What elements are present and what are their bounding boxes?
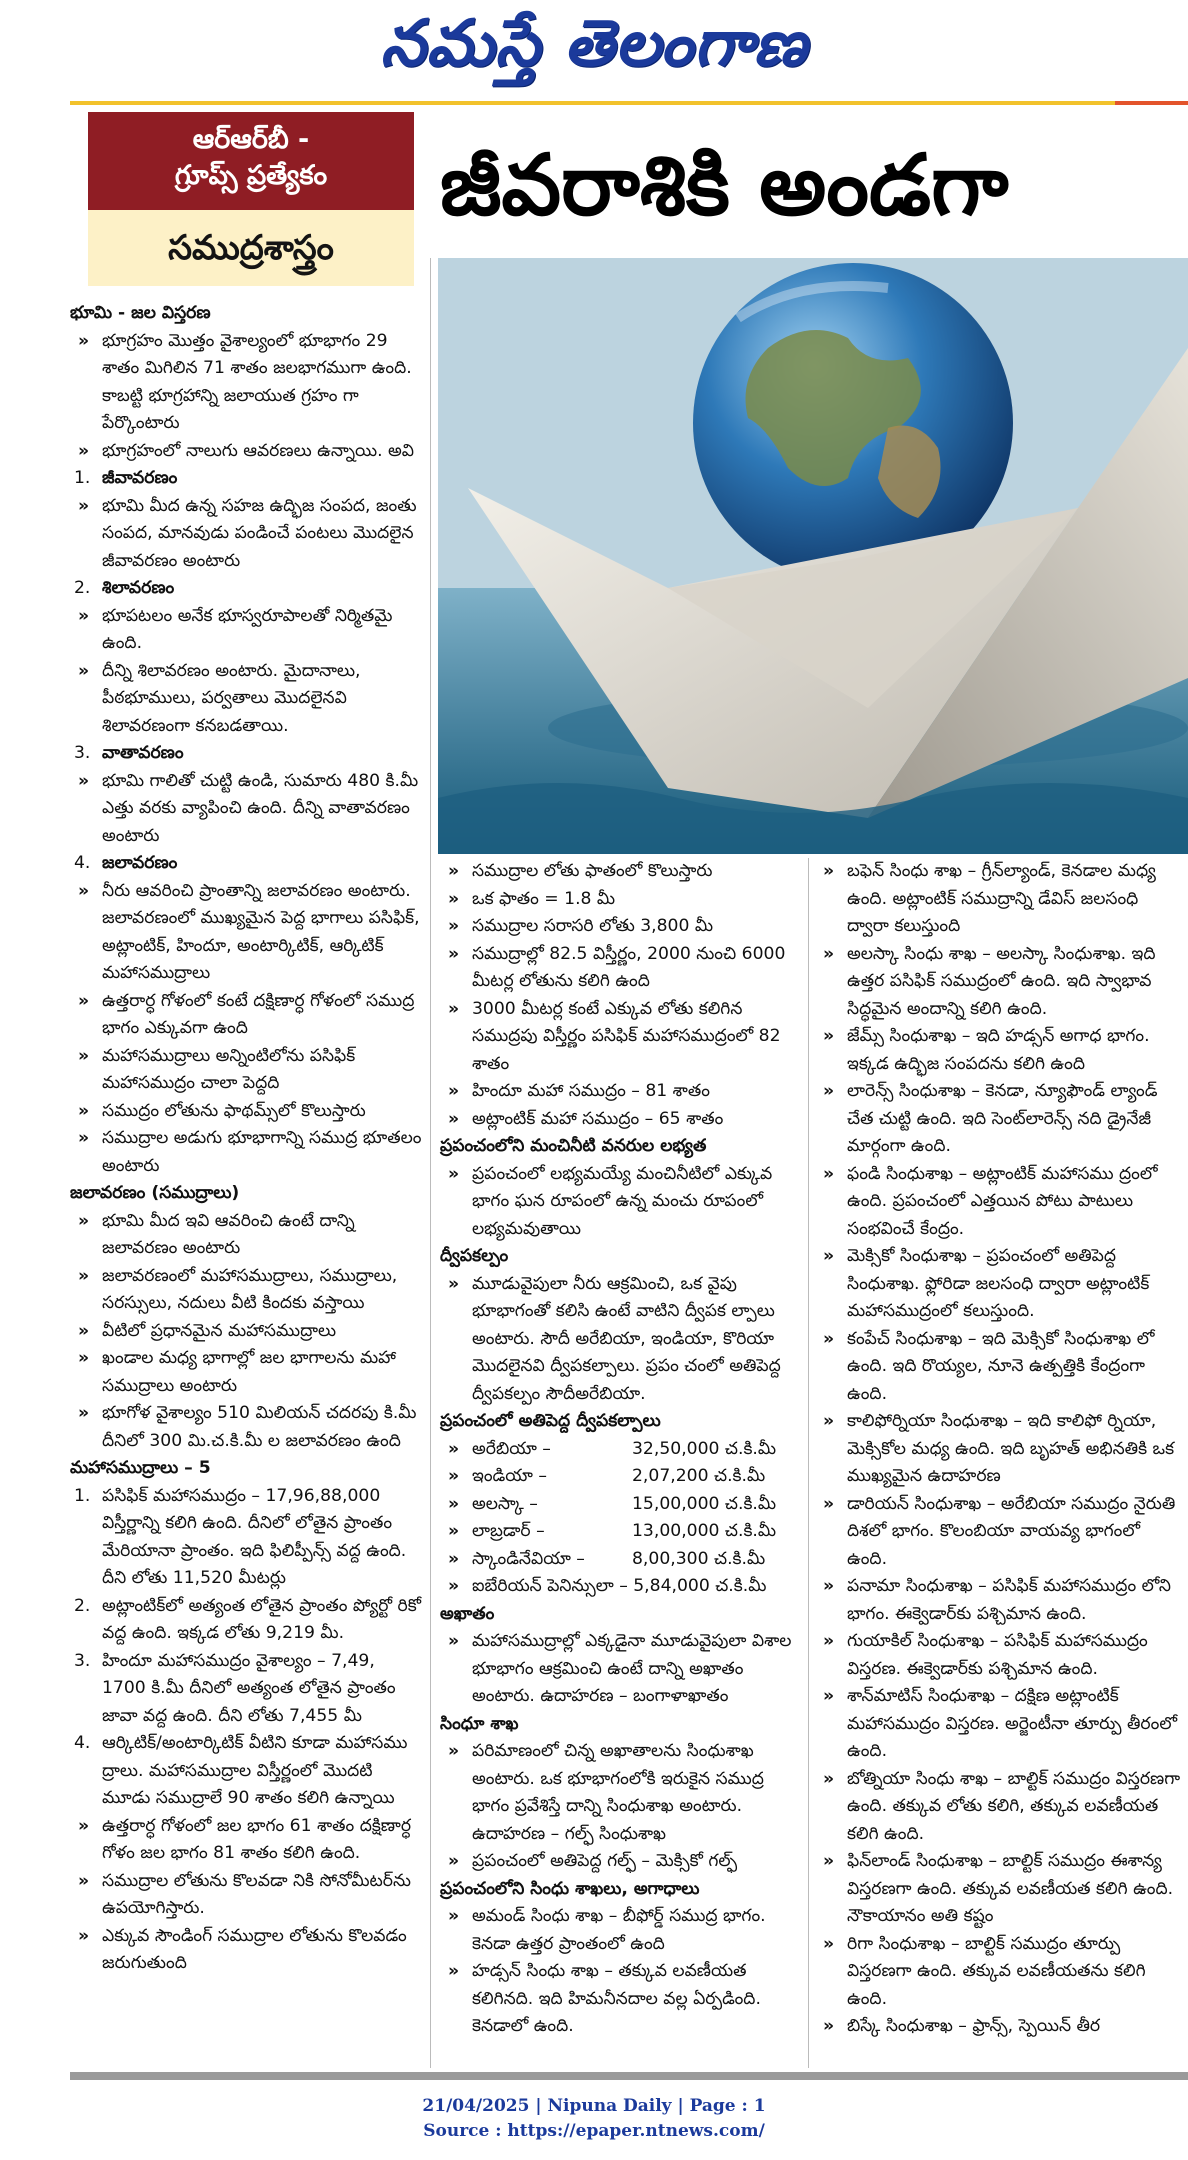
bullet-item: » బఫెన్ సింధు శాఖ – గ్రీన్‌ల్యాండ్, కెనడాల మధ్య ఉంది. అట్లాంటిక్ సముద్రాన్ని డేవిస్ జలసంధి ద్వారా కలుస్తుంది (815, 858, 1185, 941)
masthead-rule-accent (1115, 101, 1188, 105)
numbered-item (70, 575, 422, 603)
peninsula-row (440, 1491, 800, 1519)
bullet-item: » 3000 మీటర్ల కంటే ఎక్కువ లోతు కలిగిన సముద్రపు విస్తీర్ణం పసిఫిక్ మహాసముద్రంలో 82 శాతం (440, 996, 800, 1079)
item-number: 4. (74, 853, 91, 873)
numbered-item (70, 465, 422, 493)
bullet-item: » హిందూ మహా సముద్రం – 81 శాతం (440, 1078, 800, 1106)
peninsula-row (440, 1436, 800, 1464)
item-text: హిందూ మహాసముద్రం వైశాల్యం – 7,49, 1700 కి.మీ దీనిలో అత్యంత లోతైన ప్రాంతం జావా వద్ద ఉంది. దీని లోతు 7,455 మీ (102, 1650, 396, 1726)
section-heading: ద్వీపకల్పం (440, 1246, 509, 1266)
bullet-item: » ఉత్తరార్ధ గోళంలో కంటే దక్షిణార్ధ గోళంలో సముద్ర భాగం ఎక్కువగా ఉంది (70, 988, 422, 1043)
subject-label-box (88, 210, 414, 286)
masthead (0, 0, 1188, 100)
bullet-item: » అమండ్ సింధు శాఖ – బీఫోర్డ్ సముద్ర భాగం. కెనడా ఉత్తర ప్రాంతంలో ఉంది (440, 1903, 800, 1958)
section-heading: మహాసముద్రాలు – 5 (70, 1458, 211, 1478)
bullet-item: » ప్రపంచంలో లభ్యమయ్యే మంచినీటిలో ఎక్కువ భాగం ఘన రూపంలో ఉన్న మంచు రూపంలో లభ్యమవుతాయి (440, 1161, 800, 1244)
item-text: శిలావరణం (102, 578, 175, 598)
item-text: ఆర్కిటిక్/అంటార్కిటిక్ వీటిని కూడా మహాసము ద్రాలు. మహాసముద్రాల విస్తీర్ణంలో మొదటి మూడు సముద్రాలే 90 శాతం కలిగి ఉన్నాయి (102, 1733, 408, 1808)
section-tag-line1: ఆర్ఆర్‌బీ - (192, 124, 310, 155)
section-heading: భూమి - జల విస్తరణ (70, 303, 211, 323)
bullet-item: » సముద్రాల లోతును కొలవడా నికి సోనోమీటర్‌ను ఉపయోగిస్తారు. (70, 1868, 422, 1923)
item-text: పసిఫిక్ మహాసముద్రం – 17,96,88,000 విస్తీర్ణాన్ని కలిగి ఉంది. దీనిలో లోతైన ప్రాంతం మేరియానా ప్రాంతం. ఇది ఫిలిప్పీన్స్ వద్ద ఉంది. దీని లోతు 11,520 మీటర్లు (102, 1485, 407, 1588)
bullet-item: » లారెన్స్ సింధుశాఖ – కెనడా, న్యూఫౌండ్ ల్యాండ్ చేత చుట్టి ఉంది. ఇది సెంట్‌లారెన్స్ నది డ్రైనేజీ మార్గంగా ఉంది. (815, 1078, 1185, 1161)
page-bottom-rule (70, 2072, 1188, 2080)
numbered-item (70, 850, 422, 878)
peninsula-area: 8,00,300 చ.కి.మీ (632, 1548, 766, 1569)
peninsula-area: 32,50,000 చ.కి.మీ (632, 1438, 777, 1459)
bullet-item: » మెక్సికో సింధుశాఖ – ప్రపంచంలో అతిపెద్ద సింధుశాఖ. ఫ్లోరిడా జలసంధి ద్వారా అట్లాంటిక్ మహాసముద్రంలో కలుస్తుంది. (815, 1243, 1185, 1326)
numbered-item (70, 1648, 422, 1731)
bullet-item: » వీటిలో ప్రధానమైన మహాసముద్రాలు (70, 1318, 422, 1346)
section-tag-line2: గ్రూప్స్ ప్రత్యేకం (174, 160, 328, 191)
bullet-item: » ఫిన్‌లాండ్ సింధుశాఖ – బాల్టిక్ సముద్రం ఈశాన్య విస్తరణగా ఉంది. తక్కువ లవణీయత కలిగి ఉంది. నౌకాయానం అతి కష్టం (815, 1848, 1185, 1931)
bullet-item: » అలస్కా సింధు శాఖ – అలస్కా సింధుశాఖ. ఇది ఉత్తర పసిఫిక్ సముద్రంలో ఉంది. ఇది స్వాభావ సిద్ధమైన అందాన్ని కలిగి ఉంది. (815, 941, 1185, 1024)
item-number: 3. (74, 1650, 91, 1671)
peninsula-name: » ఇండియా – (472, 1466, 547, 1486)
numbered-item (70, 1730, 422, 1813)
peninsula-name: » అరేబియా – (472, 1438, 551, 1459)
bullet-item: » సముద్రం లోతును ఫాథమ్స్‌లో కొలుస్తారు (70, 1098, 422, 1126)
peninsula-row (440, 1463, 800, 1491)
newspaper-logo: నమస్తే తెలంగాణ (380, 6, 808, 81)
peninsula-name: » లాబ్రడార్ – (472, 1521, 545, 1541)
bullet-item: » ఖండాల మధ్య భాగాల్లో జల భాగాలను మహా సముద్రాలు అంటారు (70, 1345, 422, 1400)
bullet-item: » భూగ్రహం మొత్తం వైశాల్యంలో భూభాగం 29 శాతం మిగిలిన 71 శాతం జలభాగముగా ఉంది. కాబట్టి భూగ్రహాన్ని జలాయుత గ్రహం గా పేర్కొంటారు (70, 328, 422, 438)
bullet-item: » నీరు ఆవరించి ప్రాంతాన్ని జలావరణం అంటారు. జలావరణంలో ముఖ్యమైన పెద్ద భాగాలు పసిఫిక్, అట్లాంటిక్, హిందూ, అంటార్కిటిక్, ఆర్కిటిక్ మహాసముద్రాలు (70, 878, 422, 988)
bullet-item: » ఐబేరియన్ పెనిన్సులా – 5,84,000 చ.కి.మీ (440, 1573, 800, 1601)
peninsula-name: » స్కాండినేవియా – (472, 1548, 585, 1569)
bullet-item: » సముద్రాల అడుగు భూభాగాన్ని సముద్ర భూతలం అంటారు (70, 1125, 422, 1180)
bullet-item: » అట్లాంటిక్ మహా సముద్రం – 65 శాతం (440, 1106, 800, 1134)
masthead-rule (70, 101, 1115, 105)
peninsula-area: 15,00,000 చ.కి.మీ (632, 1493, 777, 1514)
bullet-item: » సముద్రాల లోతు ఫాతంలో కొలుస్తారు (440, 858, 800, 886)
bullet-item: » జలావరణంలో మహాసముద్రాలు, సముద్రాలు, సరస్సులు, నదులు వీటి కిందకు వస్తాయి (70, 1263, 422, 1318)
section-heading: ప్రపంచంలోని మంచినీటి వనరుల లభ్యత (440, 1136, 707, 1156)
item-text: జీవావరణం (102, 468, 178, 488)
peninsula-row (440, 1546, 800, 1574)
bullet-item: » డారియన్ సింధుశాఖ – అరేబియా సముద్రం నైరుతి దిశలో భాగం. కొలంబియా వాయవ్య భాగంలో ఉంది. (815, 1491, 1185, 1574)
numbered-item (70, 1483, 422, 1593)
headline: జీవరాశికి అండగా (440, 136, 1009, 234)
bullet-item: » ఒక ఫాతం = 1.8 మీ (440, 886, 800, 914)
bullet-item: » శాన్‌మాటిస్ సింధుశాఖ – దక్షిణ అట్లాంటిక్ మహాసముద్రం విస్తరణ. అర్జెంటీనా తూర్పు తీరంలో ఉంది. (815, 1683, 1185, 1766)
bullet-item: » దీన్ని శిలావరణం అంటారు. మైదానాలు, పీఠభూములు, పర్వతాలు మొదలైనవి శిలావరణంగా కనబడతాయి. (70, 658, 422, 741)
section-heading: ప్రపంచంలో అతిపెద్ద ద్వీపకల్పాలు (440, 1411, 661, 1431)
subject-label: సముద్రశాస్త్రం (168, 228, 334, 268)
item-number: 1. (74, 468, 91, 488)
item-text: జలావరణం (102, 853, 178, 873)
numbered-item (70, 740, 422, 768)
bullet-item: » భూపటలం అనేక భూస్వరూపాలతో నిర్మితమై ఉంది. (70, 603, 422, 658)
bullet-item: » సముద్రాల సరాసరి లోతు 3,800 మీ (440, 913, 800, 941)
bullet-item: » భూమి మీద ఉన్న సహజ ఉద్భిజ సంపద, జంతు సంపద, మానవుడు పండించే పంటలు మొదలైన జీవావరణం అంటారు (70, 493, 422, 576)
bullet-item: » భూగోళ వైశాల్యం 510 మిలియన్ చదరపు కి.మీ దీనిలో 300 మి.చ.కి.మీ ల జలావరణం ఉంది (70, 1400, 422, 1455)
bullet-item: » కాలిఫోర్నియా సింధుశాఖ – ఇది కాలిఫో ర్నియా, మెక్సికోల మధ్య ఉంది. ఇది బృహత్ అభినతికి ఒక ముఖ్యమైన ఉదాహరణ (815, 1408, 1185, 1491)
section-heading: జలావరణం (సముద్రాలు) (70, 1183, 240, 1203)
peninsula-row (440, 1518, 800, 1546)
item-text: అట్లాంటిక్‌లో అత్యంత లోతైన ప్రాంతం ప్యోర్టో రికో వద్ద ఉంది. ఇక్కడ లోతు 9,219 మీ. (102, 1595, 422, 1643)
bullet-item: » సముద్రాల్లో 82.5 విస్తీర్ణం, 2000 నుంచి 6000 మీటర్ల లోతును కలిగి ఉంది (440, 941, 800, 996)
column-divider (430, 258, 431, 2068)
bullet-item: » ఎక్కువ సౌండింగ్ సముద్రాల లోతును కొలవడం జరుగుతుంది (70, 1923, 422, 1978)
article-column-1 (70, 300, 422, 1978)
bullet-item: » ప్రపంచంలో అతిపెద్ద గల్ఫ్ – మెక్సికో గల్ఫ్ (440, 1848, 800, 1876)
bullet-item: » ఫండి సింధుశాఖ – అట్లాంటిక్ మహాసము ద్రంలో ఉంది. ప్రపంచంలో ఎత్తయిన పోటు పాటులు సంభవించే కేంద్రం. (815, 1161, 1185, 1244)
article-column-3 (815, 858, 1185, 2041)
section-tag (88, 112, 414, 210)
footer-issue-info: 21/04/2025 | Nipuna Daily | Page : 1 (422, 2096, 766, 2116)
article-photo (438, 258, 1188, 854)
column-divider (808, 858, 809, 2068)
bullet-item: » మూడువైపులా నీరు ఆక్రమించి, ఒక వైపు భూభాగంతో కలిసి ఉంటే వాటిని ద్వీపక ల్పాలు అంటారు. సౌదీ అరేబియా, ఇండియా, కొరియా మొదలైనవి ద్వీపకల్పాలు. ప్రపం చంలో అతిపెద్ద ద్వీపకల్పం సౌదీఅరేబియా. (440, 1271, 800, 1409)
item-number: 2. (74, 578, 91, 598)
section-heading: సింధూ శాఖ (440, 1713, 519, 1734)
peninsula-area: 13,00,000 చ.కి.మీ (632, 1521, 777, 1541)
numbered-item (70, 1593, 422, 1648)
article-column-2 (440, 858, 800, 2041)
item-number: 3. (74, 743, 91, 763)
globe-on-paper-boat-illustration (438, 258, 1188, 854)
item-number: 4. (74, 1733, 91, 1753)
bullet-item: » భూమి మీద ఇవి ఆవరించి ఉంటే దాన్ని జలావరణం అంటారు (70, 1208, 422, 1263)
section-heading: ప్రపంచంలోని సింధు శాఖలు, అగాధాలు (440, 1878, 700, 1899)
item-number: 2. (74, 1595, 91, 1616)
bullet-item: » బిస్కే సింధుశాఖ – ఫ్రాన్స్, స్పెయిన్ తీర (815, 2013, 1185, 2041)
footer-source: Source : https://epaper.ntnews.com/ (423, 2121, 765, 2141)
bullet-item: » భూగ్రహంలో నాలుగు ఆవరణలు ఉన్నాయి. అవి (70, 438, 422, 466)
peninsula-area: 2,07,200 చ.కి.మీ (632, 1466, 766, 1486)
bullet-item: » మహాసముద్రాల్లో ఎక్కడైనా మూడువైపులా విశాల భూభాగం ఆక్రమించి ఉంటే దాన్ని అఖాతం అంటారు. ఉదాహరణ – బంగాళాఖాతం (440, 1628, 800, 1711)
bullet-item: » ఉత్తరార్ధ గోళంలో జల భాగం 61 శాతం దక్షిణార్ధ గోళం జల భాగం 81 శాతం కలిగి ఉంది. (70, 1813, 422, 1868)
bullet-item: » భూమి గాలితో చుట్టి ఉండి, సుమారు 480 కి.మీ ఎత్తు వరకు వ్యాపించి ఉంది. దీన్ని వాతావరణం అంటారు (70, 768, 422, 851)
bullet-item: » హడ్సన్ సింధు శాఖ – తక్కువ లవణీయత కలిగినది. ఇది హిమనీనదాల వల్ల ఏర్పడింది. కెనడాలో ఉంది. (440, 1958, 800, 2041)
bullet-item: » మహాసముద్రాలు అన్నింటిలోను పసిఫిక్ మహాసముద్రం చాలా పెద్దది (70, 1043, 422, 1098)
bullet-item: » గుయాకిల్ సింధుశాఖ – పసిఫిక్ మహాసముద్రం విస్తరణ. ఈక్వెడార్‌కు పశ్చిమాన ఉంది. (815, 1628, 1185, 1683)
bullet-item: » రిగా సింధుశాఖ – బాల్టిక్ సముద్రం తూర్పు విస్తరణగా ఉంది. తక్కువ లవణీయతను కలిగి ఉంది. (815, 1931, 1185, 2014)
bullet-item: » పనామా సింధుశాఖ – పసిఫిక్ మహాసముద్రం లోని భాగం. ఈక్వెడార్‌కు పశ్చిమాన ఉంది. (815, 1573, 1185, 1628)
section-heading: అఖాతం (440, 1603, 495, 1624)
item-number: 1. (74, 1485, 91, 1506)
bullet-item: » బోత్నియా సింధు శాఖ – బాల్టిక్ సముద్రం విస్తరణగా ఉంది. తక్కువ లోతు కలిగి, తక్కువ లవణీయత కలిగి ఉంది. (815, 1766, 1185, 1849)
bullet-item: » కంపేచ్ సింధుశాఖ – ఇది మెక్సికో సింధుశాఖ లో ఉంది. ఇది రొయ్యల, నూనె ఉత్పత్తికి కేంద్రంగా ఉంది. (815, 1326, 1185, 1409)
item-text: వాతావరణం (102, 743, 184, 763)
bullet-item: » పరిమాణంలో చిన్న అఖాతాలను సింధుశాఖ అంటారు. ఒక భూభాగంలోకి ఇరుకైన సముద్ర భాగం ప్రవేశిస్తే దాన్ని సింధుశాఖ అంటారు. ఉదాహరణ – గల్ఫ్ సింధుశాఖ (440, 1738, 800, 1848)
peninsula-name: » అలస్కా – (472, 1493, 538, 1514)
bullet-item: » జేమ్స్ సింధుశాఖ – ఇది హడ్సన్ అగాధ భాగం. ఇక్కడ ఉద్భిజ సంపదను కలిగి ఉంది (815, 1023, 1185, 1078)
